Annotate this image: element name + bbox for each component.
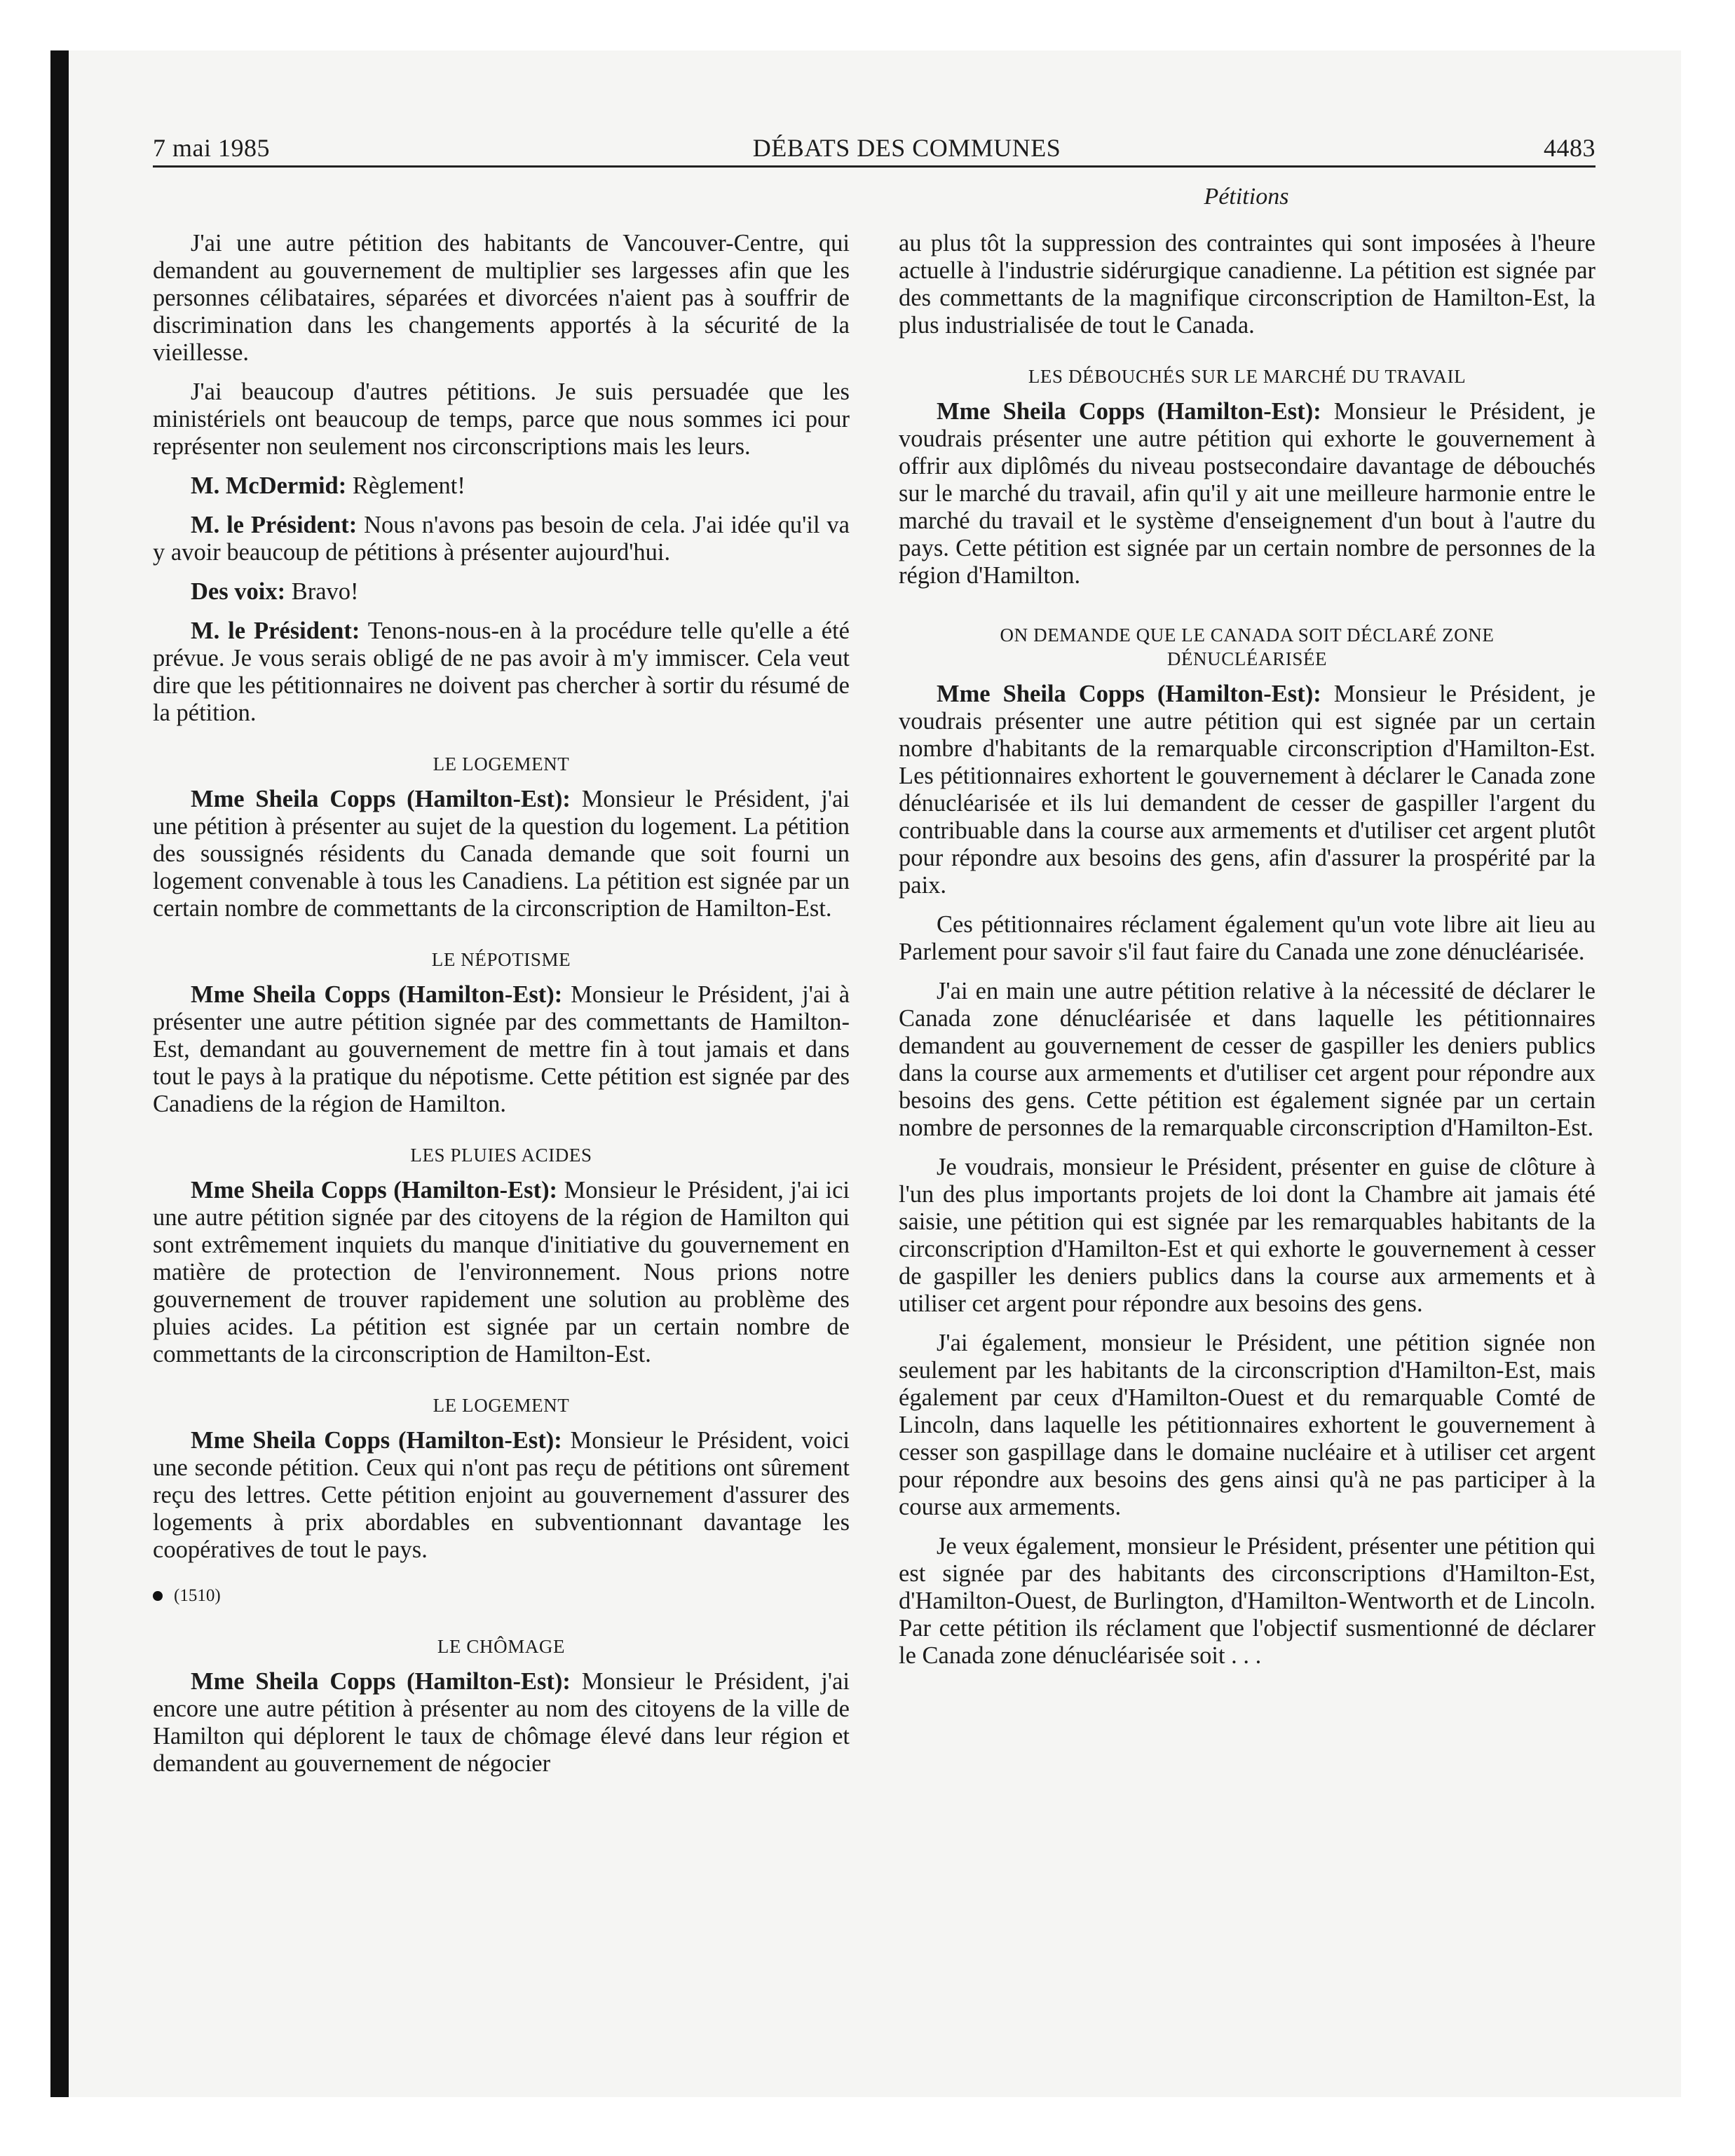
- right-column: [899, 230, 1595, 1681]
- header-rule: [153, 165, 1595, 168]
- speech-text: Tenons-nous-en à la procédure telle qu'elle a été prévue. Je vous serais obligé de ne pas avoir à m'y immiscer. Cela veut dire que les pétitionnaires ne doivent pas chercher à sortir du résumé de la pétition.: [153, 618, 850, 726]
- paragraph: Je voudrais, monsieur le Président, présenter en guise de clôture à l'un des plus importants projets de loi dont la Chambre ait jamais été saisie, une pétition qui est signée par les remarquables habitants de la circonscription d'Hamilton-Est et qui exhorte le gouvernement à cesser de gaspiller les deniers publics dans la course aux armements et à utiliser cet argent pour répondre aux besoins des gens.: [899, 1154, 1595, 1317]
- paragraph: J'ai beaucoup d'autres pétitions. Je suis persuadée que les ministériels ont beaucoup de temps, parce que nous sommes ici pour représenter non seulement nos circonscriptions mais les leurs.: [153, 378, 850, 460]
- speech-text: Nous n'avons pas besoin de cela. J'ai idée qu'il va y avoir beaucoup de pétitions à présenter aujourd'hui.: [153, 512, 850, 566]
- paragraph: [153, 578, 850, 606]
- page-header: [153, 133, 1595, 163]
- speaker-name: Mme Sheila Copps (Hamilton-Est):: [937, 681, 1321, 707]
- speaker-name: Mme Sheila Copps (Hamilton-Est):: [191, 1177, 558, 1203]
- paragraph: [153, 472, 850, 500]
- speech-text: Monsieur le Président, j'ai à présenter une autre pétition signée par des commettants de Hamilton-Est, demandant au gouvernement de mettre fin à tout jamais et dans tout le pays à la pratique du népotisme. Cette pétition est signée par des Canadiens de la région de Hamilton.: [153, 981, 850, 1117]
- header-title: DÉBATS DES COMMUNES: [752, 134, 1061, 162]
- speaker-name: Mme Sheila Copps (Hamilton-Est):: [191, 786, 571, 812]
- paragraph: [153, 512, 850, 566]
- scan-border: [50, 50, 69, 2097]
- speaker-name: Mme Sheila Copps (Hamilton-Est):: [191, 1668, 571, 1695]
- section-heading: LES DÉBOUCHÉS SUR LE MARCHÉ DU TRAVAIL: [1028, 366, 1467, 387]
- speech-text: Monsieur le Président, je voudrais présenter une autre pétition qui est signée par un certain nombre d'habitants de la remarquable circonscription d'Hamilton-Est. Les pétitionnaires exhortent le gouvernement à déclarer le Canada zone dénucléarisée et ils lui demandent de cesser de gaspiller l'argent du contribuable dans la course aux armements et d'utiliser cet argent plutôt pour répondre aux besoins des gens, afin d'assurer la prospérité par la paix.: [899, 681, 1595, 899]
- time-marker-label: (1510): [174, 1586, 221, 1605]
- paragraph: [153, 618, 850, 727]
- heading-line: DÉNUCLÉARISÉE: [1166, 648, 1328, 669]
- section-heading: [899, 623, 1595, 671]
- section-label: Pétitions: [1204, 184, 1289, 210]
- time-marker: [153, 1582, 850, 1609]
- section-heading: LE LOGEMENT: [433, 753, 570, 775]
- header-date: 7 mai 1985: [153, 134, 270, 162]
- paragraph: [899, 681, 1595, 899]
- speech-text: Monsieur le Président, j'ai encore une autre pétition à présenter au nom des citoyens de la ville de Hamilton qui déplorent le taux de chômage élevé dans leur région et demandent au gouvernement de négocier: [153, 1668, 850, 1777]
- speaker-name: Mme Sheila Copps (Hamilton-Est):: [191, 1427, 562, 1454]
- section-heading: LES PLUIES ACIDES: [410, 1145, 592, 1166]
- section-heading: LE LOGEMENT: [433, 1395, 570, 1416]
- speech-text: Bravo!: [285, 578, 359, 605]
- header-page-number: 4483: [1544, 134, 1595, 162]
- paragraph: [899, 398, 1595, 589]
- paragraph: J'ai également, monsieur le Président, une pétition signée non seulement par les habitants de la circonscription d'Hamilton-Est, mais également par ceux d'Hamilton-Ouest et du remarquable Comté de Lincoln, dans laquelle les pétitionnaires exhortent le gouvernement à cesser son gaspillage dans le domaine nucléaire et à utiliser cet argent pour répondre aux besoins des gens ainsi qu'à ne pas participer à la course aux armements.: [899, 1330, 1595, 1520]
- speech-text: Monsieur le Président, j'ai ici une autre pétition signée par des citoyens de la région de Hamilton qui sont extrêmement inquiets du manque d'initiative du gouvernement en matière de protection de l'environnement. Nous prions notre gouvernement de trouver rapidement une solution au problème des pluies acides. La pétition est signée par un certain nombre de commettants de la circonscription de Hamilton-Est.: [153, 1177, 850, 1367]
- paragraph: Je veux également, monsieur le Président, présenter une pétition qui est signée par des habitants des circonscriptions d'Hamilton-Est, d'Hamilton-Ouest, de Burlington, d'Hamilton-Wentworth et de Lincoln. Par cette pétition ils réclament que l'objectif susmentionné de déclarer le Canada zone dénucléarisée soit . . .: [899, 1533, 1595, 1669]
- paragraph: Ces pétitionnaires réclament également qu'un vote libre ait lieu au Parlement pour savoir s'il faut faire du Canada une zone dénucléarisée.: [899, 911, 1595, 965]
- paragraph: [153, 981, 850, 1118]
- heading-line: ON DEMANDE QUE LE CANADA SOIT DÉCLARÉ ZONE: [1000, 625, 1495, 646]
- speaker-name: Mme Sheila Copps (Hamilton-Est):: [937, 398, 1321, 425]
- paragraph: [153, 1668, 850, 1778]
- paragraph: [153, 1427, 850, 1564]
- speech-text: Monsieur le Président, voici une seconde pétition. Ceux qui n'ont pas reçu de pétitions ont sûrement reçu des lettres. Cette pétition enjoint au gouvernement d'assurer des logements à prix abordables en subventionnant davantage les coopératives de tout le pays.: [153, 1427, 850, 1563]
- speaker-name: Des voix:: [191, 578, 286, 605]
- speaker-name: M. le Président:: [191, 618, 360, 644]
- speaker-name: Mme Sheila Copps (Hamilton-Est):: [191, 981, 563, 1008]
- paragraph: [153, 1177, 850, 1368]
- bullet-icon: [153, 1591, 163, 1601]
- speech-text: Monsieur le Président, j'ai une pétition à présenter au sujet de la question du logement. La pétition des soussignés résidents du Canada demande que soit fourni un logement convenable à tous les Canadiens. La pétition est signée par un certain nombre de commettants de la circonscription de Hamilton-Est.: [153, 786, 850, 922]
- paragraph: J'ai en main une autre pétition relative à la nécessité de déclarer le Canada zone dénucléarisée et dans laquelle les pétitionnaires demandent au gouvernement de cesser de gaspiller les deniers publics dans la course aux armements et d'utiliser cet argent pour répondre aux besoins des gens. Cette pétition est également signée par un certain nombre de personnes de la remarquable circonscription d'Hamilton-Est.: [899, 978, 1595, 1141]
- paragraph: au plus tôt la suppression des contraintes qui sont imposées à l'heure actuelle à l'industrie sidérurgique canadienne. La pétition est signée par des commettants de la magnifique circonscription de Hamilton-Est, la plus industrialisée de tout le Canada.: [899, 230, 1595, 339]
- speech-text: Monsieur le Président, je voudrais présenter une autre pétition qui exhorte le gouvernement à offrir aux diplômés du niveau postsecondaire davantage de débouchés sur le marché du travail, afin qu'il y ait une meilleure harmonie entre le marché du travail et le système d'enseignement d'un bout à l'autre du pays. Cette pétition est signée par un certain nombre de personnes de la région d'Hamilton.: [899, 398, 1595, 589]
- section-heading: LE NÉPOTISME: [431, 949, 571, 970]
- section-heading: LE CHÔMAGE: [437, 1636, 566, 1657]
- paragraph: J'ai une autre pétition des habitants de Vancouver-Centre, qui demandent au gouvernement de multiplier ses largesses afin que les personnes célibataires, séparées et divorcées n'aient pas à souffrir de discrimination dans les changements apportés à la sécurité de la vieillesse.: [153, 230, 850, 366]
- left-column: [153, 230, 850, 1789]
- speaker-name: M. McDermid:: [191, 472, 347, 499]
- speaker-name: M. le Président:: [191, 512, 358, 538]
- speech-text: Règlement!: [346, 472, 465, 499]
- paragraph: [153, 786, 850, 922]
